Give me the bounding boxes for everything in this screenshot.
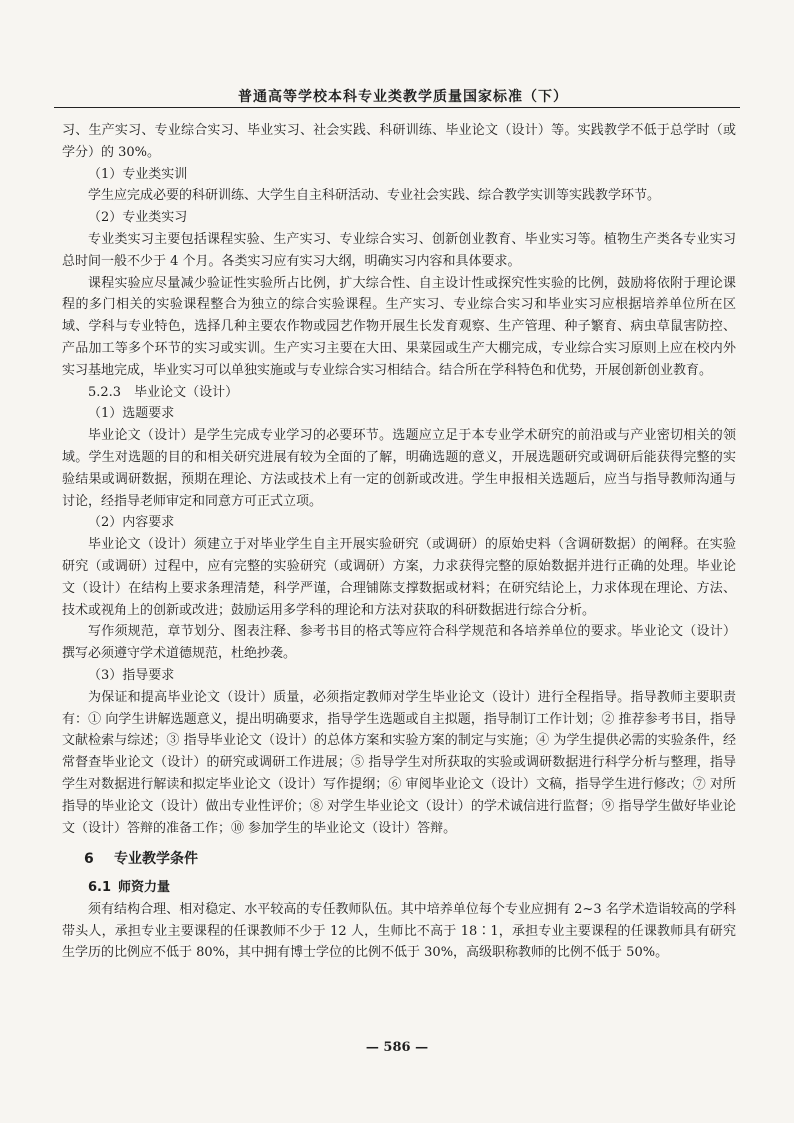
body-text bbox=[62, 120, 736, 964]
running-header: 普通高等学校本科专业类教学质量国家标准（下） bbox=[238, 89, 568, 105]
page-number: — 586 — bbox=[365, 1040, 429, 1055]
header-rule bbox=[54, 107, 740, 108]
subheading-guidance: （3）指导要求 bbox=[88, 667, 175, 683]
section-6-1-number: 6.1 bbox=[88, 880, 112, 896]
paragraph-guidance: 为保证和提高毕业论文（设计）质量，必须指定教师对学生毕业论文（设计）进行全程指导。指导教师主要职责有：① 向学生讲解选题意义，提出明确要求，指导学生选题或自主拟题，指导制订工作计划；② 推荐参考书目，指导文献检索与综述；③ 指导毕业论文（设计）的总体方案和实验方案的制定与实施；④ 为学生提供必需的实验条件，经常督查毕业论文（设计）的研究或调研工作进展；⑤ 指导学生对所获取的实验或调研数据进行科学分析与整理，指导学生对数据进行解读和拟定毕业论文（设计）写作提纲；⑥ 审阅毕业论文（设计）文稿，指导学生进行修改；⑦ 对所指导的毕业论文（设计）做出专业性评价；⑧ 对学生毕业论文（设计）的学术诚信进行监督；⑨ 指导学生做好毕业论文（设计）答辩的准备工作；⑩ 参加学生的毕业论文（设计）答辩。 bbox=[62, 689, 736, 836]
heading-5-2-3: 5.2.3 毕业论文（设计） bbox=[88, 384, 239, 400]
subheading-topic: （1）选题要求 bbox=[88, 406, 175, 422]
paragraph-training: 学生应完成必要的科研训练、大学生自主科研活动、专业社会实践、综合教学实训等实践教学环节。 bbox=[88, 188, 661, 204]
section-6-1-title: 师资力量 bbox=[118, 880, 171, 896]
section-6-heading bbox=[84, 849, 736, 871]
subheading-content: （2）内容要求 bbox=[88, 515, 175, 531]
section-6-1-heading bbox=[62, 877, 736, 899]
paragraph-writing: 写作须规范，章节划分、图表注释、参考书目的格式等应符合科学规范和各培养单位的要求。毕业论文（设计）撰写必须遵守学术道德规范，杜绝抄袭。 bbox=[62, 624, 736, 662]
subheading-training: （1）专业类实训 bbox=[88, 166, 188, 182]
section-6-title: 专业教学条件 bbox=[114, 851, 198, 868]
paragraph-experiments: 课程实验应尽量减少验证性实验所占比例，扩大综合性、自主设计性或探究性实验的比例，鼓励将依附于理论课程的多门相关的实验课程整合为独立的综合实验课程。生产实习、专业综合实习和毕业实习应根据培养单位所在区域、学科与专业特色，选择几种主要农作物或园艺作物开展生长发育观察、生产管理、种子繁育、病虫草鼠害防控、产品加工等多个环节的实习或实训。生产实习主要在大田、果菜园或生产大棚完成，专业综合实习原则上应在校内外实习基地完成，毕业实习可以单独实施或与专业综合实习相结合。结合所在学科特色和优势，开展创新创业教育。 bbox=[62, 275, 736, 378]
subheading-internship: （2）专业类实习 bbox=[88, 210, 188, 226]
paragraph-practice-intro: 习、生产实习、专业综合实习、毕业实习、社会实践、科研训练、毕业论文（设计）等。实践教学不低于总学时（或学分）的 30%。 bbox=[62, 123, 736, 160]
section-6-number: 6 bbox=[84, 851, 94, 868]
paragraph-internship: 专业类实习主要包括课程实验、生产实习、专业综合实习、创新创业教育、毕业实习等。植物生产类各专业实习总时间一般不少于 4 个月。各类实习应有实习大纲，明确实习内容和具体要求。 bbox=[62, 231, 736, 269]
paragraph-topic: 毕业论文（设计）是学生完成专业学习的必要环节。选题应立足于本专业学术研究的前沿或与产业密切相关的领域。学生对选题的目的和相关研究进展有较为全面的了解，明确选题的意义，开展选题研究或调研后能获得完整的实验结果或调研数据，预期在理论、方法或技术上有一定的创新或改进。学生申报相关选题后，应当与指导教师沟通与讨论，经指导老师审定和同意方可正式立项。 bbox=[62, 428, 736, 509]
paragraph-faculty: 须有结构合理、相对稳定、水平较高的专任教师队伍。其中培养单位每个专业应拥有 2~3 名学术造诣较高的学科带头人，承担专业主要课程的任课教师不少于 12 人，生师比不高于 18∶1，承担专业主要课程的任课教师具有研究生学历的比例应不低于 80%，其中拥有博士学位的比例不低于 30%，高级职称教师的比例不低于 50%。 bbox=[62, 901, 736, 961]
paragraph-content: 毕业论文（设计）须建立于对毕业学生自主开展实验研究（或调研）的原始史料（含调研数据）的阐释。在实验研究（或调研）过程中，应有完整的实验研究（或调研）方案，力求获得完整的原始数据并进行正确的处理。毕业论文（设计）在结构上要求条理清楚，科学严谨，合理铺陈支撑数据或材料；在研究结论上，力求体现在理论、方法、技术或视角上的创新或改进；鼓励运用多学科的理论和方法对获取的科研数据进行综合分析。 bbox=[62, 537, 736, 618]
